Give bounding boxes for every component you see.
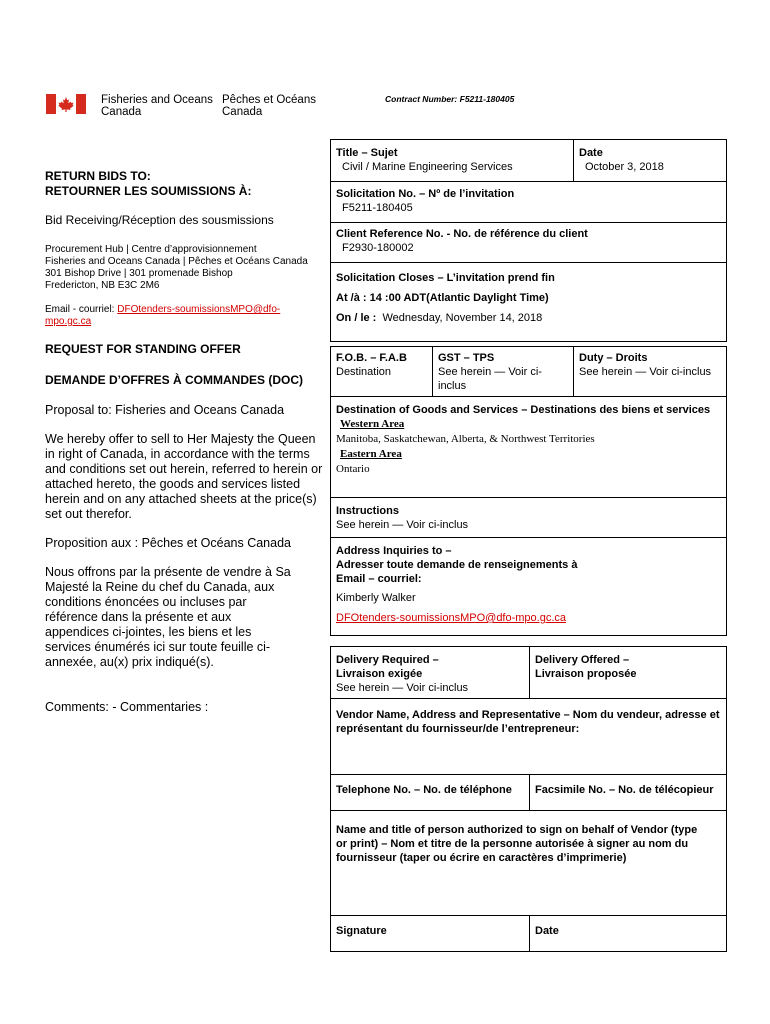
email-link-cont[interactable]: mpo.gc.ca xyxy=(45,316,92,327)
destination-cell xyxy=(331,399,721,481)
eastern-area: Eastern Area xyxy=(340,448,402,460)
fob-cell xyxy=(331,347,431,383)
return-bids-fr: RETOURNER LES SOUMISSIONS À: xyxy=(45,184,252,198)
address-inquiries-cell xyxy=(331,540,721,629)
solicitation-cell xyxy=(331,183,721,219)
dept-en-line2: Canada xyxy=(101,106,142,118)
dept-name-en xyxy=(101,94,213,118)
title-label: Title – Sujet xyxy=(336,147,398,159)
closes-label: Solicitation Closes – L’invitation prend fin xyxy=(336,272,555,284)
delivery-off-label-fr: Livraison proposée xyxy=(535,668,637,680)
address-line: Procurement Hub | Centre d’approvisionnement xyxy=(45,244,257,255)
fob-value: Destination xyxy=(336,366,392,378)
request-heading-en: REQUEST FOR STANDING OFFER xyxy=(45,342,241,356)
delivery-req-label: Delivery Required – xyxy=(336,654,439,666)
title-cell xyxy=(331,142,571,178)
proposal-fr: Proposition aux : Pêches et Océans Canada xyxy=(45,536,291,550)
delivery-required-cell xyxy=(331,649,527,699)
address-line: Fisheries and Oceans Canada | Pêches et Océans Canada xyxy=(45,256,308,267)
request-heading-fr: DEMANDE D’OFFRES À COMMANDES (DOC) xyxy=(45,373,303,387)
western-value: Manitoba, Saskatchewan, Alberta, & Northwest Territories xyxy=(336,433,595,445)
solicitation-label: Solicitation No. – Nº de l’invitation xyxy=(336,188,515,200)
western-area: Western Area xyxy=(340,418,405,430)
address-line: 301 Bishop Drive | 301 promenade Bishop xyxy=(45,268,233,279)
signature-date-label: Date xyxy=(535,925,559,937)
return-bids-heading xyxy=(45,169,325,199)
client-ref-label: Client Reference No. - No. de référence du client xyxy=(336,228,588,240)
duty-value: See herein — Voir ci-inclus xyxy=(579,366,712,378)
dept-name-fr xyxy=(222,94,316,118)
delivery-off-label: Delivery Offered – xyxy=(535,654,630,666)
delivery-req-label-fr: Livraison exigée xyxy=(336,668,423,680)
address-line: Fredericton, NB E3C 2M6 xyxy=(45,280,160,291)
email-block xyxy=(45,304,330,328)
gst-value: See herein — Voir ci-inclus xyxy=(438,366,542,392)
at-value: 14 :00 ADT(Atlantic Daylight Time) xyxy=(369,292,549,304)
contact-email-link[interactable]: DFOtenders-soumissionsMPO@dfo-mpo.gc.ca xyxy=(336,612,567,624)
date-cell xyxy=(574,142,724,178)
instructions-cell xyxy=(331,500,721,536)
vendor-label: Vendor Name, Address and Representative – Nom du vendeur, adresse et représentant du fournisseur/de l’entrepreneur: xyxy=(336,709,720,735)
date-label: Date xyxy=(579,147,603,159)
duty-label: Duty – Droits xyxy=(579,352,648,364)
proposal-en: Proposal to: Fisheries and Oceans Canada xyxy=(45,403,285,417)
offer-text-fr: Nous offrons par la présente de vendre à Sa Majesté la Reine du chef du Canada, aux conditions énoncées ou incluses par référence dans la présente et aux appendices ci-jointes, les biens et les services énumérés ici sur toute feuille ci-annexée, au(x) prix indiqué(s). xyxy=(45,565,291,669)
contract-number xyxy=(385,94,514,104)
destination-label: Destination of Goods and Services – Destinations des biens et services xyxy=(336,404,711,416)
comments-label: Comments: - Commentaries : xyxy=(45,700,209,714)
eastern-value: Ontario xyxy=(336,463,370,475)
duty-cell xyxy=(574,347,726,383)
address-block xyxy=(45,244,330,292)
date-value: October 3, 2018 xyxy=(585,161,664,173)
gst-cell xyxy=(433,347,571,397)
canada-flag-icon xyxy=(46,94,86,114)
address-inq-line: Address Inquiries to – xyxy=(336,545,452,557)
on-label: On / le : xyxy=(336,312,377,324)
dept-en-line1: Fisheries and Oceans xyxy=(101,94,213,106)
instructions-label: Instructions xyxy=(336,505,399,517)
offer-text-en: We hereby offer to sell to Her Majesty the Queen in right of Canada, in accordance with the terms and conditions set out herein, referred to herein or attached hereto, the goods and services listed herein and on any attached sheets at the price(s) set out therefor. xyxy=(45,432,323,521)
contact-name: Kimberly Walker xyxy=(336,592,416,604)
dept-fr-line1: Pêches et Océans xyxy=(222,94,316,106)
contract-label: Contract Number: xyxy=(385,94,458,104)
on-value: Wednesday, November 14, 2018 xyxy=(382,312,543,324)
fob-label: F.O.B. – F.A.B xyxy=(336,352,407,364)
solicitation-value: F5211-180405 xyxy=(342,202,413,214)
telephone-label: Telephone No. – No. de téléphone xyxy=(336,784,512,796)
client-ref-value: F2930-180002 xyxy=(342,242,414,254)
return-bids-en: RETURN BIDS TO: xyxy=(45,169,151,183)
gst-label: GST – TPS xyxy=(438,352,495,364)
delivery-offered-cell xyxy=(530,649,725,685)
facsimile-label: Facsimile No. – No. de télécopieur xyxy=(535,784,714,796)
title-value: Civil / Marine Engineering Services xyxy=(342,161,513,173)
signature-label: Signature xyxy=(336,925,387,937)
email-link[interactable]: DFOtenders-soumissionsMPO@dfo- xyxy=(117,304,281,315)
authorized-signatory-label: Name and title of person authorized to sign on behalf of Vendor (type or print) – Nom et titre de la personne autorisée à signer au nom du fournisseur (taper ou écrire en caractères d’imprimerie) xyxy=(336,824,698,864)
delivery-req-value: See herein — Voir ci-inclus xyxy=(336,682,469,694)
closes-cell xyxy=(331,264,721,332)
contract-value: F5211-180405 xyxy=(459,94,515,104)
address-inq-line: Adresser toute demande de renseignements à xyxy=(336,559,578,571)
bid-receiving: Bid Receiving/Réception des sousmissions xyxy=(45,213,274,227)
dept-fr-line2: Canada xyxy=(222,106,263,118)
instructions-value: See herein — Voir ci-inclus xyxy=(336,519,469,531)
email-label: Email - courriel: xyxy=(45,304,118,315)
address-inq-line: Email – courriel: xyxy=(336,573,422,585)
client-ref-cell xyxy=(331,223,721,259)
at-label: At /à : xyxy=(336,292,367,304)
